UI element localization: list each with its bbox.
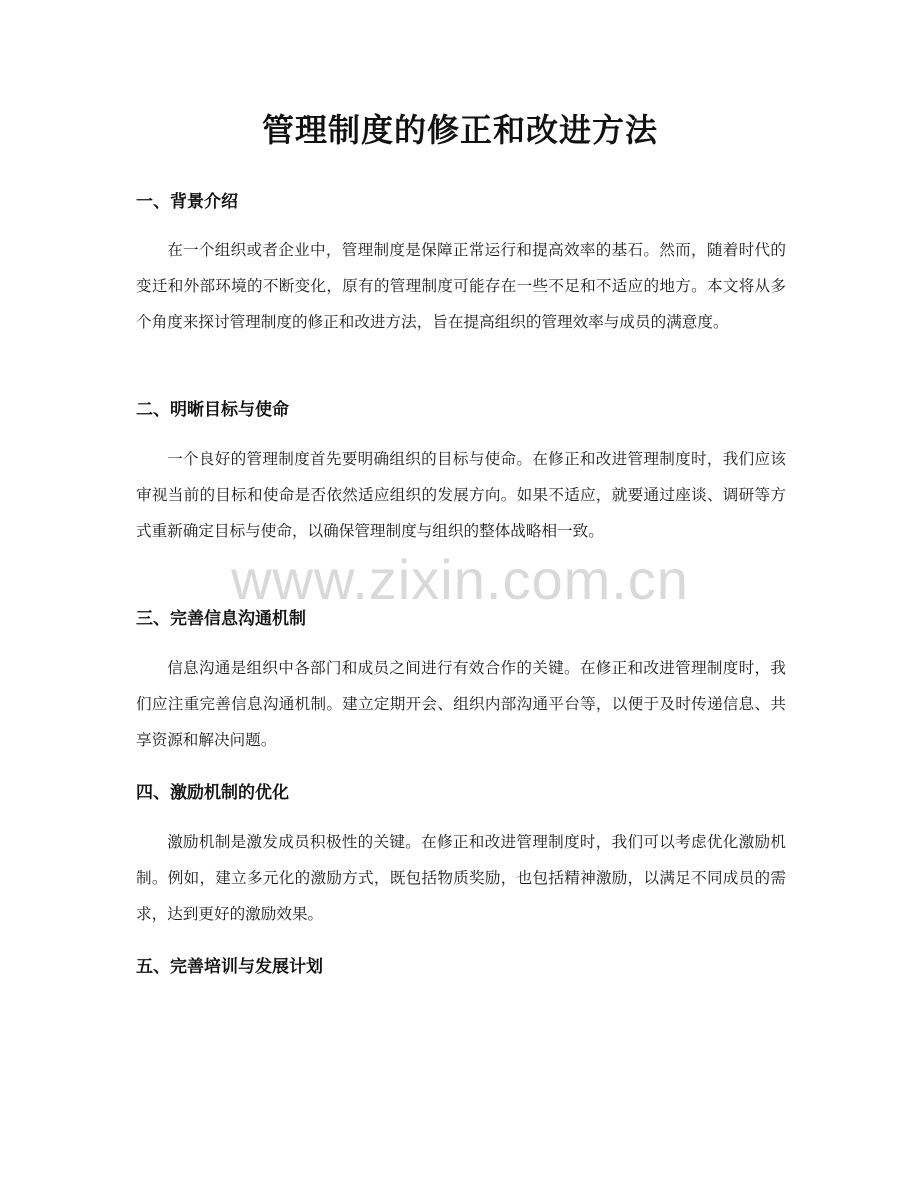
section-heading-goals: 二、明晰目标与使命	[136, 400, 289, 420]
section-heading-training: 五、完善培训与发展计划	[136, 957, 323, 977]
document-title: 管理制度的修正和改进方法	[261, 111, 658, 149]
section-heading-incentives: 四、激励机制的优化	[136, 783, 289, 803]
section-paragraph-incentives: 激励机制是激发成员积极性的关键。在修正和改进管理制度时，我们可以考虑优化激励机制。例如，建立多元化的激励方式，既包括物质奖励，也包括精神激励，以满足不同成员的需求，达到更好的激励效果。	[136, 833, 786, 923]
section-heading-communication: 三、完善信息沟通机制	[136, 609, 306, 629]
section-paragraph-goals: 一个良好的管理制度首先要明确组织的目标与使命。在修正和改进管理制度时，我们应该审视当前的目标和使命是否依然适应组织的发展方向。如果不适应，就要通过座谈、调研等方式重新确定目标与使命，以确保管理制度与组织的整体战略相一致。	[136, 450, 786, 540]
section-heading-background: 一、背景介绍	[136, 192, 238, 212]
section-paragraph-communication: 信息沟通是组织中各部门和成员之间进行有效合作的关键。在修正和改进管理制度时，我们应注重完善信息沟通机制。建立定期开会、组织内部沟通平台等，以便于及时传递信息、共享资源和解决问题。	[136, 659, 786, 749]
watermark-text: www.zixin.com.cn	[231, 548, 689, 611]
section-paragraph-background: 在一个组织或者企业中，管理制度是保障正常运行和提高效率的基石。然而，随着时代的变迁和外部环境的不断变化，原有的管理制度可能存在一些不足和不适应的地方。本文将从多个角度来探讨管理制度的修正和改进方法，旨在提高组织的管理效率与成员的满意度。	[136, 241, 786, 331]
